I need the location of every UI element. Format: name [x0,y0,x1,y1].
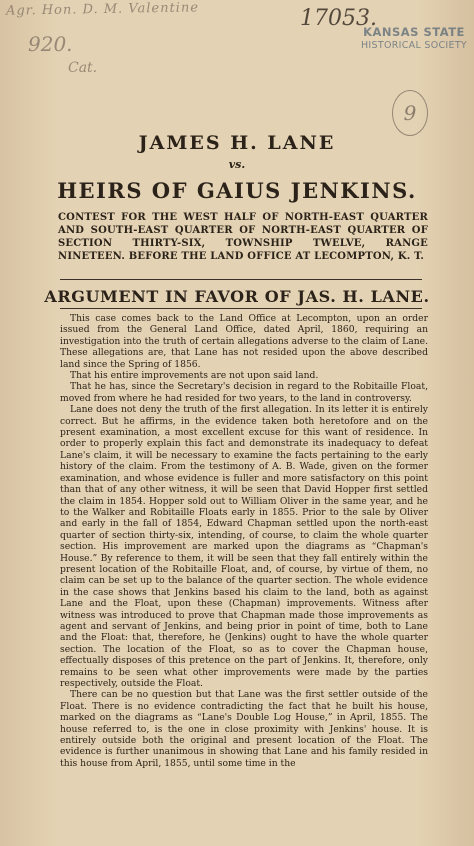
versus-label: vs. [228,158,246,171]
circled-number: 9 [392,90,428,136]
stamp-line-2: HISTORICAL SOCIETY [360,40,468,51]
defendant-title: HEIRS OF GAIUS JENKINS. [57,178,417,203]
paragraph: There can be no question but that Lane was the first settler outside of the Float. There is no evidence contradicting the fact that he built his house, marked on the diagrams as “Lane's Double Log House,” in April, 1855. The house referred to, is the one in close proximity with Jenkins' house. It is entirely outside both the original and present location of the Float. The evidence is further unanimous in showing that Lane and his family resided in this house from April, 1855, until some time in the [60,689,428,769]
divider-rule [60,308,422,309]
library-stamp [356,26,472,52]
argument-heading: ARGUMENT IN FAVOR OF JAS. H. LANE. [44,287,430,306]
divider-rule [60,279,422,280]
paragraph: That his entire improvements are not upon said land. [70,370,319,382]
handwritten-cat-note: Cat. [68,60,98,76]
paragraph: This case comes back to the Land Office at Lecompton, upon an order issued from the General Land Office, dated April, 1860, requiring an investigation into the truth of certain allegations adverse to the claim of Lane. These allegations are, that Lane has not resided upon the above described land since the Spring of 1856. [60,313,428,370]
handwritten-accession-number: 17053. [300,6,377,31]
handwritten-note: Agr. Hon. D. M. Valentine [5,0,200,19]
contest-description: CONTEST FOR THE WEST HALF OF NORTH-EAST QUARTER AND SOUTH-EAST QUARTER OF NORTH-EAST QUARTER OF SECTION THIRTY-SIX, TOWNSHIP TWELVE, RANGE NINETEEN. BEFORE THE LAND OFFICE AT LECOMPTON, K. T. [58,212,428,262]
argument-body [60,313,428,769]
paragraph: Lane does not deny the truth of the first allegation. In its letter it is entirely correct. But he affirms, in the evidence taken both heretofore and on the present examination, a most excellent excuse for this want of residence. In order to properly explain this fact and demonstrate its inadequacy to defeat Lane's claim, it will be necessary to examine the facts pertaining to the early history of the claim. From the testimony of A. B. Wade, given on the former examination, and whose evidence is fuller and more satisfactory on this point than that of any other witness, it will be seen that David Hopper first settled the claim in 1854. Hopper sold out to William Oliver in the same year, and he to the Walker and Robitaille Floats early in 1855. Prior to the sale by Oliver and early in the fall of 1854, Edward Chapman settled upon the north-east quarter of section thirty-six, intending, of course, to claim the whole quarter section. His improvement are marked upon the diagrams as “Chapman's House.” By reference to them, it will be seen that they fall entirely within the present location of the Robitaille Float, and, of course, by virtue of them, no claim can be set up to the balance of the quarter section. The whole evidence in the case shows that Jenkins based his claim to the land, both as against Lane and the Float, upon these (Chapman) improvements. Witness after witness was introduced to prove that Chapman made those improvements as agent and servant of Jenkins, and being prior in point of time, both to Lane and the Float: that, therefore, he (Jenkins) ought to have the whole quarter section. The location of the Float, so as to cover the Chapman house, effectually disposes of this pretence on the part of Jenkins. It, therefore, only remains to be seen what other improvements were made by the parties respectively, outside the Float. [60,404,428,689]
paragraph: That he has, since the Secretary's decision in regard to the Robitaille Float, moved from where he had resided for two years, to the land in controversy. [60,381,428,404]
stamp-line-1: KANSAS STATE [363,25,465,39]
document-title: JAMES H. LANE [138,132,336,154]
handwritten-catalog-number: 920. [28,32,73,56]
